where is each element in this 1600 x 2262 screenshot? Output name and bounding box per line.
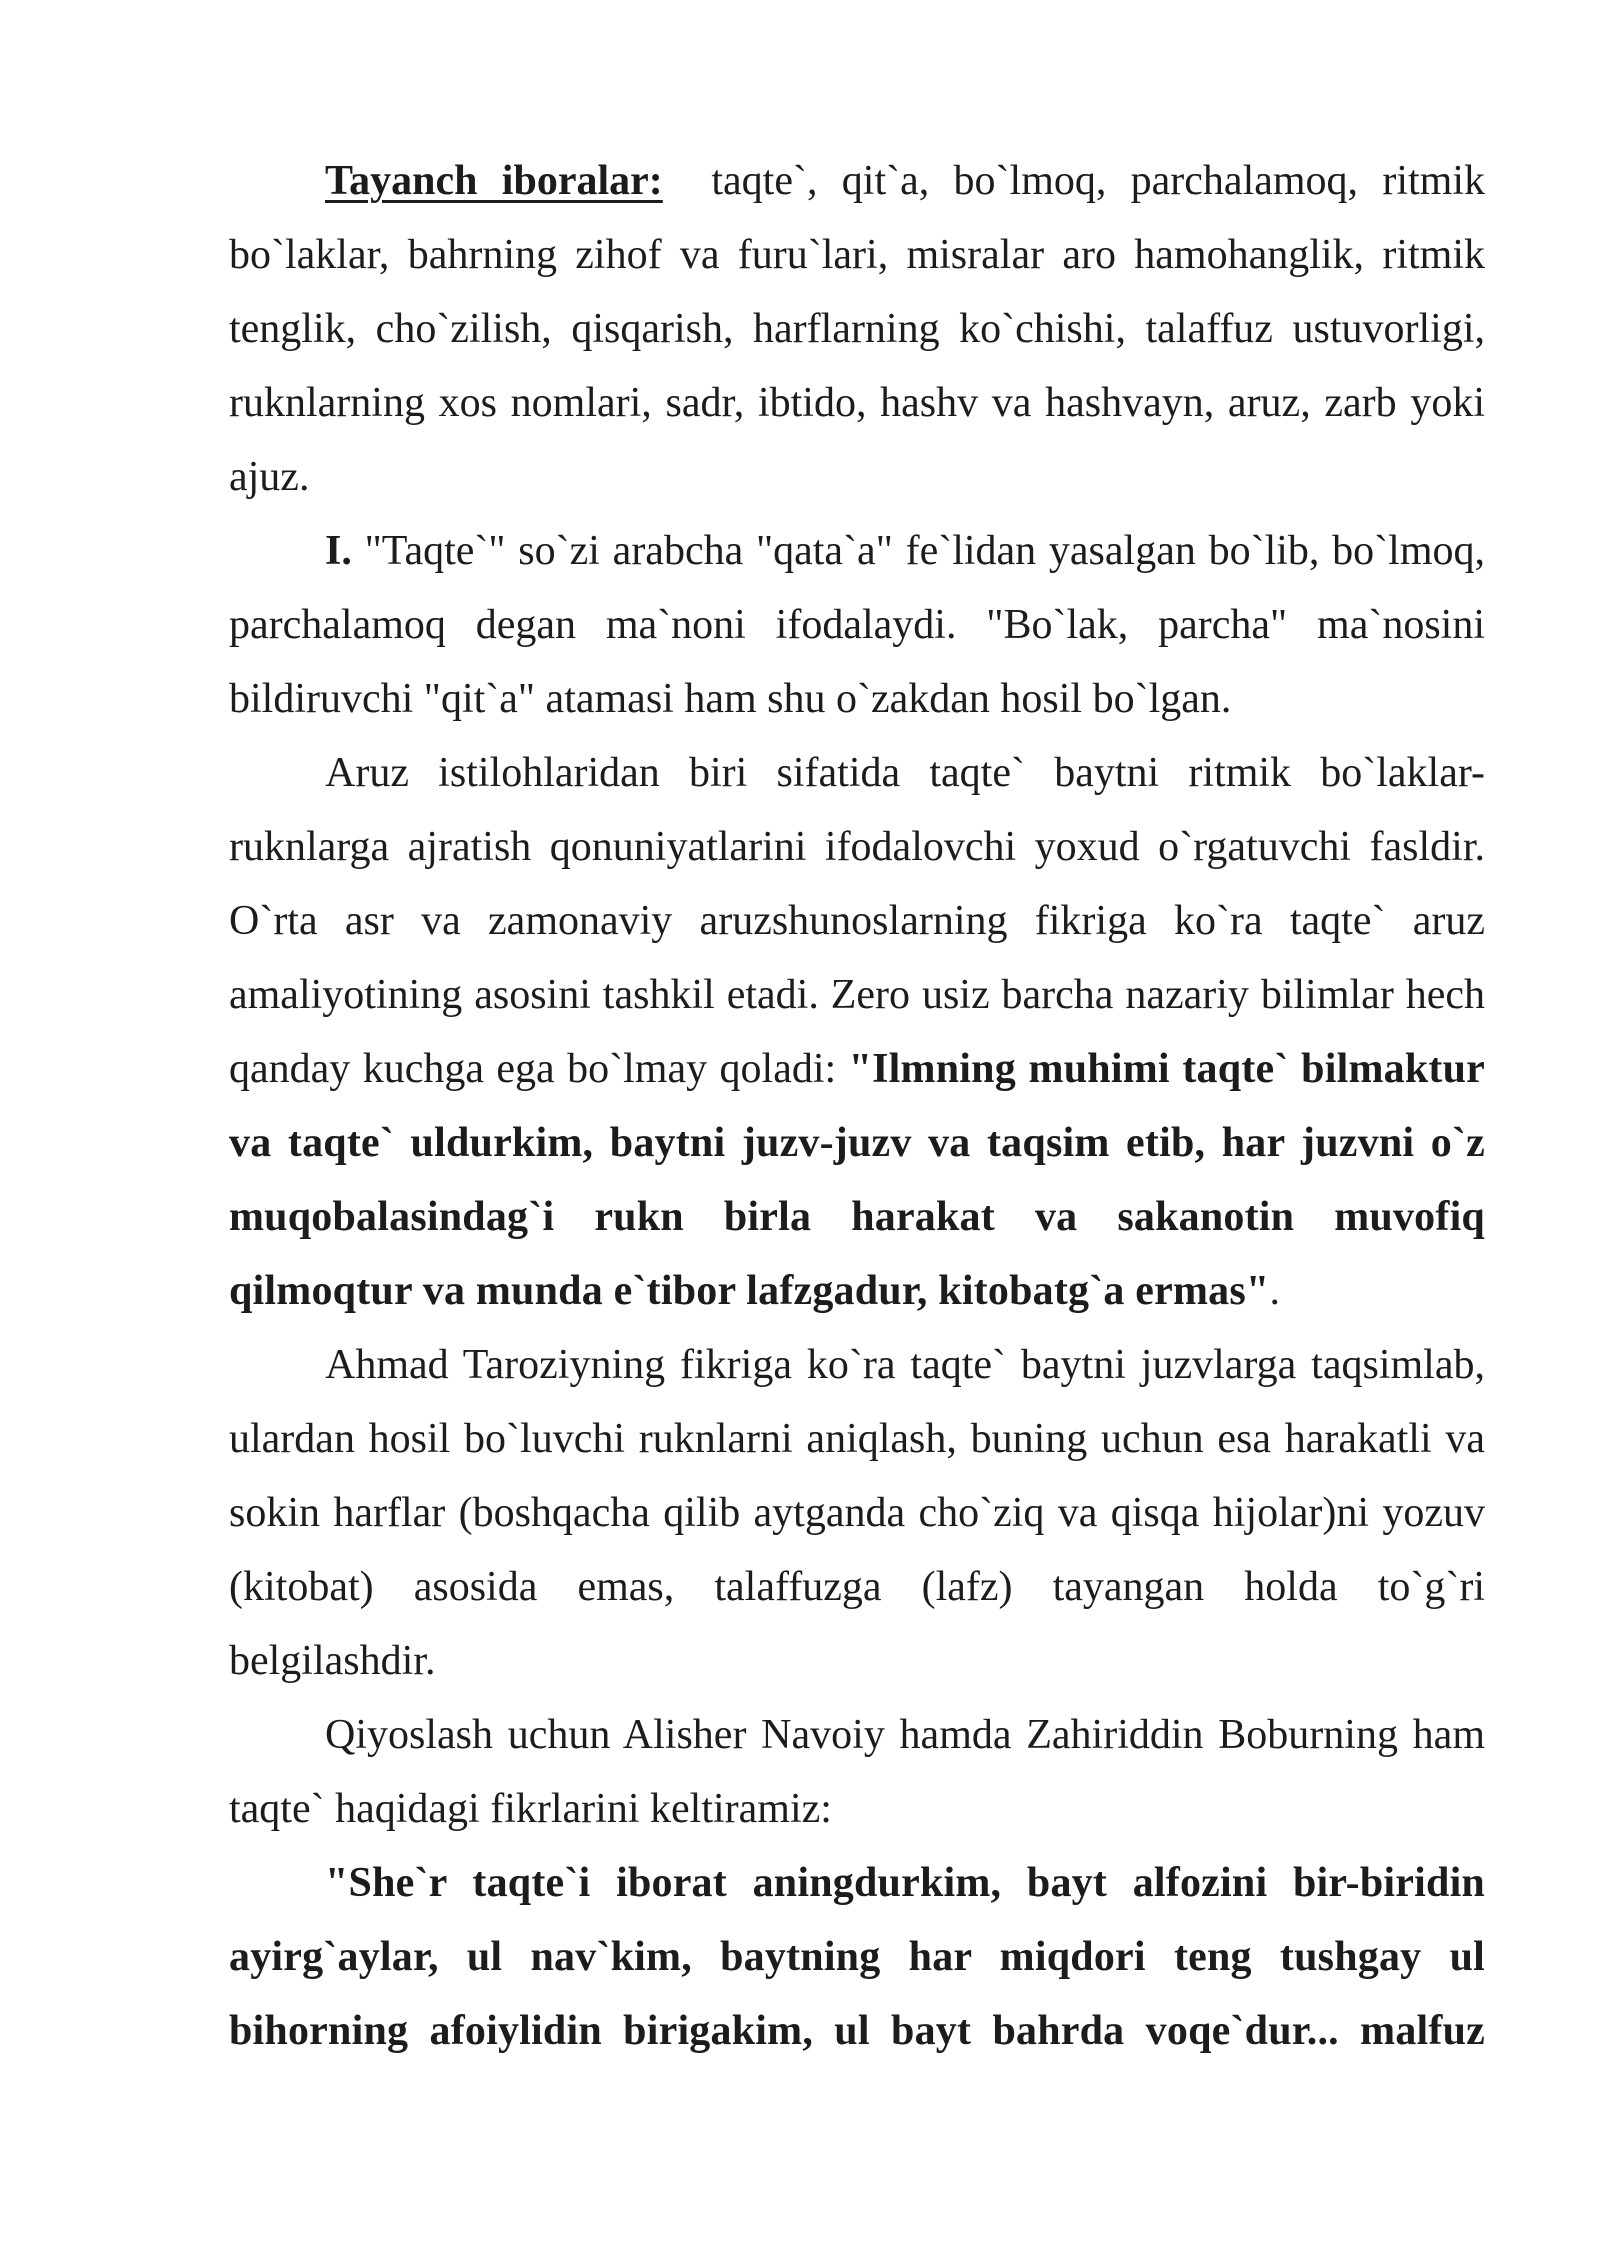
document-page: [229, 144, 1496, 2068]
keywords-label: Tayanch iboralar:: [325, 158, 663, 204]
tarozi-paragraph: [229, 1328, 1485, 1698]
section-1-text: "Taqte`" so`zi arabcha "qata`a" fe`lidan yasalgan bo`lib, bo`lmoq, parchalamoq degan ma`noni ifodalaydi. "Bo`lak, parcha" ma`nosini bildiruvchi "qit`a" atamasi ham shu o`zakdan hosil bo`lgan.: [229, 528, 1496, 722]
keywords-paragraph: [229, 144, 1496, 514]
taqte-quote: "Ilmning muhimi taqte` bilmaktur va taqte` uldurkim, baytni juzv-juzv va taqsim etib, har juzvni o`z muqobalasindag`i rukn birla harakat va sakanotin muvofiq qilmoqtur va munda e`tibor lafzgadur, kitobatg`a ermas": [229, 1046, 1485, 1314]
navoiy-quote: "She`r taqte`i iborat aningdurkim, bayt alfozini bir-biridin ayirg`aylar, ul nav`kim, baytning har miqdori teng tushgay ul bihorning afoiylidin birigakim, ul bayt bahrda voqe`dur... malfuz: [229, 1860, 1485, 2054]
keywords-text: taqte`, qit`a, bo`lmoq, parchalamoq, ritmik bo`laklar, bahrning zihof va furu`lari, misralar aro hamohanglik, ritmik tenglik, cho`zilish, qisqarish, harflarning ko`chishi, talaffuz ustuvorligi, ruknlarning xos nomlari, sadr, ibtido, hashv va hashvayn, aruz, zarb yoki ajuz.: [229, 158, 1496, 500]
comparison-paragraph: [229, 1698, 1485, 1846]
navoiy-quote-paragraph: [229, 1846, 1485, 2068]
tarozi-text: Ahmad Taroziyning fikriga ko`ra taqte` baytni juzvlarga taqsimlab, ulardan hosil bo`luvchi ruknlarni aniqlash, buning uchun esa harakatli va sokin harflar (boshqacha qilib aytganda cho`ziq va qisqa hijolar)ni yozuv (kitobat) asosida emas, talaffuzga (lafz) tayangan holda to`g`ri belgilashdir.: [229, 1342, 1485, 1684]
aruz-definition-text: Aruz istilohlaridan biri sifatida taqte` baytni ritmik bo`laklar-ruknlarga ajratish qonuniyatlarini ifodalovchi yoxud o`rgatuvchi fasldir. O`rta asr va zamonaviy aruzshunoslarning fikriga ko`ra taqte` aruz amaliyotining asosini tashkil etadi. Zero usiz barcha nazariy bilimlar hech qanday kuchga ega bo`lmay qoladi:: [229, 750, 1496, 1092]
section-1-paragraph: [229, 514, 1496, 736]
aruz-definition-paragraph: [229, 736, 1496, 1328]
section-number: I.: [325, 528, 352, 574]
comparison-text: Qiyoslash uchun Alisher Navoiy hamda Zahiriddin Boburning ham taqte` haqidagi fikrlarini keltiramiz:: [229, 1712, 1485, 1832]
quote-end-period: .: [1269, 1268, 1280, 1314]
